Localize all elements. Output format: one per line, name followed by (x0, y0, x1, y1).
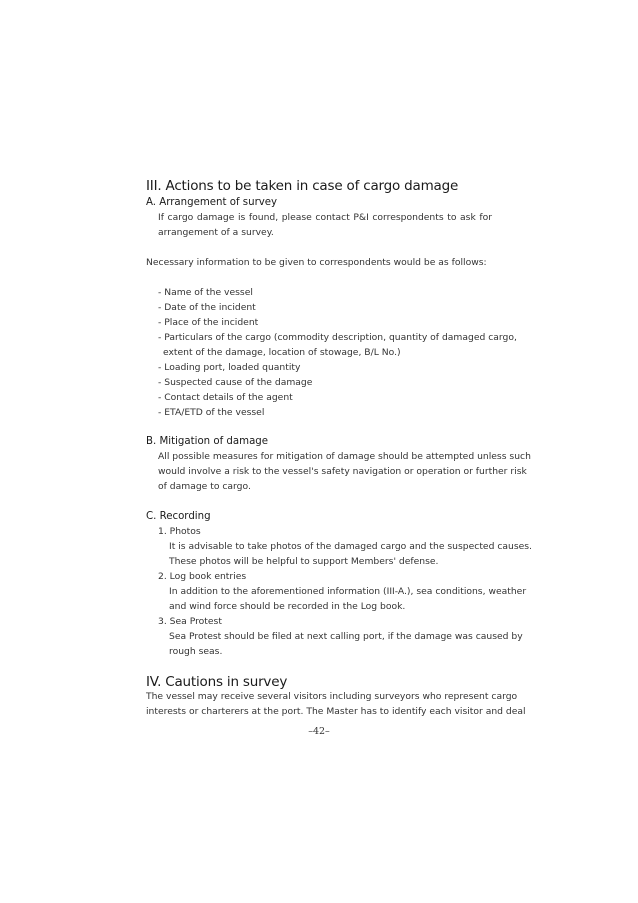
recording-photos-line: It is advisable to take photos of the damaged cargo and the suspected causes. (169, 541, 532, 552)
subsection-a-line-1: If cargo damage is found, please contact P&I correspondents to ask for (158, 212, 492, 223)
info-item: - ETA/ETD of the vessel (158, 407, 265, 418)
subsection-b-heading: B. Mitigation of damage (146, 436, 269, 447)
recording-logbook-line: and wind force should be recorded in the Log book. (169, 601, 406, 612)
recording-seaprotest-line: rough seas. (169, 646, 223, 657)
info-item: - Particulars of the cargo (commodity description, quantity of damaged cargo, (158, 332, 517, 343)
subsection-b-line-2: would involve a risk to the vessel's safety navigation or operation or further risk (158, 466, 527, 477)
recording-item-photos-label: 1. Photos (158, 526, 201, 537)
section-3-title: III. Actions to be taken in case of cargo damage (146, 178, 459, 194)
subsection-c-heading: C. Recording (146, 511, 211, 522)
recording-item-logbook-label: 2. Log book entries (158, 571, 247, 582)
section-4-title: IV. Cautions in survey (146, 674, 288, 690)
info-item: - Date of the incident (158, 302, 256, 313)
recording-seaprotest-line: Sea Protest should be filed at next calling port, if the damage was caused by (169, 631, 523, 642)
subsection-b-line-3: of damage to cargo. (158, 481, 251, 492)
subsection-b-line-1: All possible measures for mitigation of damage should be attempted unless such (158, 451, 531, 462)
section-4-line-2: interests or charterers at the port. The Master has to identify each visitor and deal (146, 706, 526, 717)
recording-item-seaprotest-label: 3. Sea Protest (158, 616, 222, 627)
info-item: - Loading port, loaded quantity (158, 362, 301, 373)
info-item: - Suspected cause of the damage (158, 377, 313, 388)
page-number: –42– (308, 726, 330, 737)
section-4-line-1: The vessel may receive several visitors including surveyors who represent cargo (146, 691, 518, 702)
recording-logbook-line: In addition to the aforementioned information (III-A.), sea conditions, weather (169, 586, 527, 597)
info-item: - Place of the incident (158, 317, 259, 328)
info-item: - Name of the vessel (158, 287, 253, 298)
info-item: - Contact details of the agent (158, 392, 293, 403)
necessary-info-intro: Necessary information to be given to correspondents would be as follows: (146, 257, 487, 268)
info-item-continuation: extent of the damage, location of stowage, B/L No.) (163, 347, 401, 358)
subsection-a-heading: A. Arrangement of survey (146, 197, 278, 208)
recording-photos-line: These photos will be helpful to support Members' defense. (169, 556, 439, 567)
subsection-a-line-2: arrangement of a survey. (158, 227, 274, 238)
